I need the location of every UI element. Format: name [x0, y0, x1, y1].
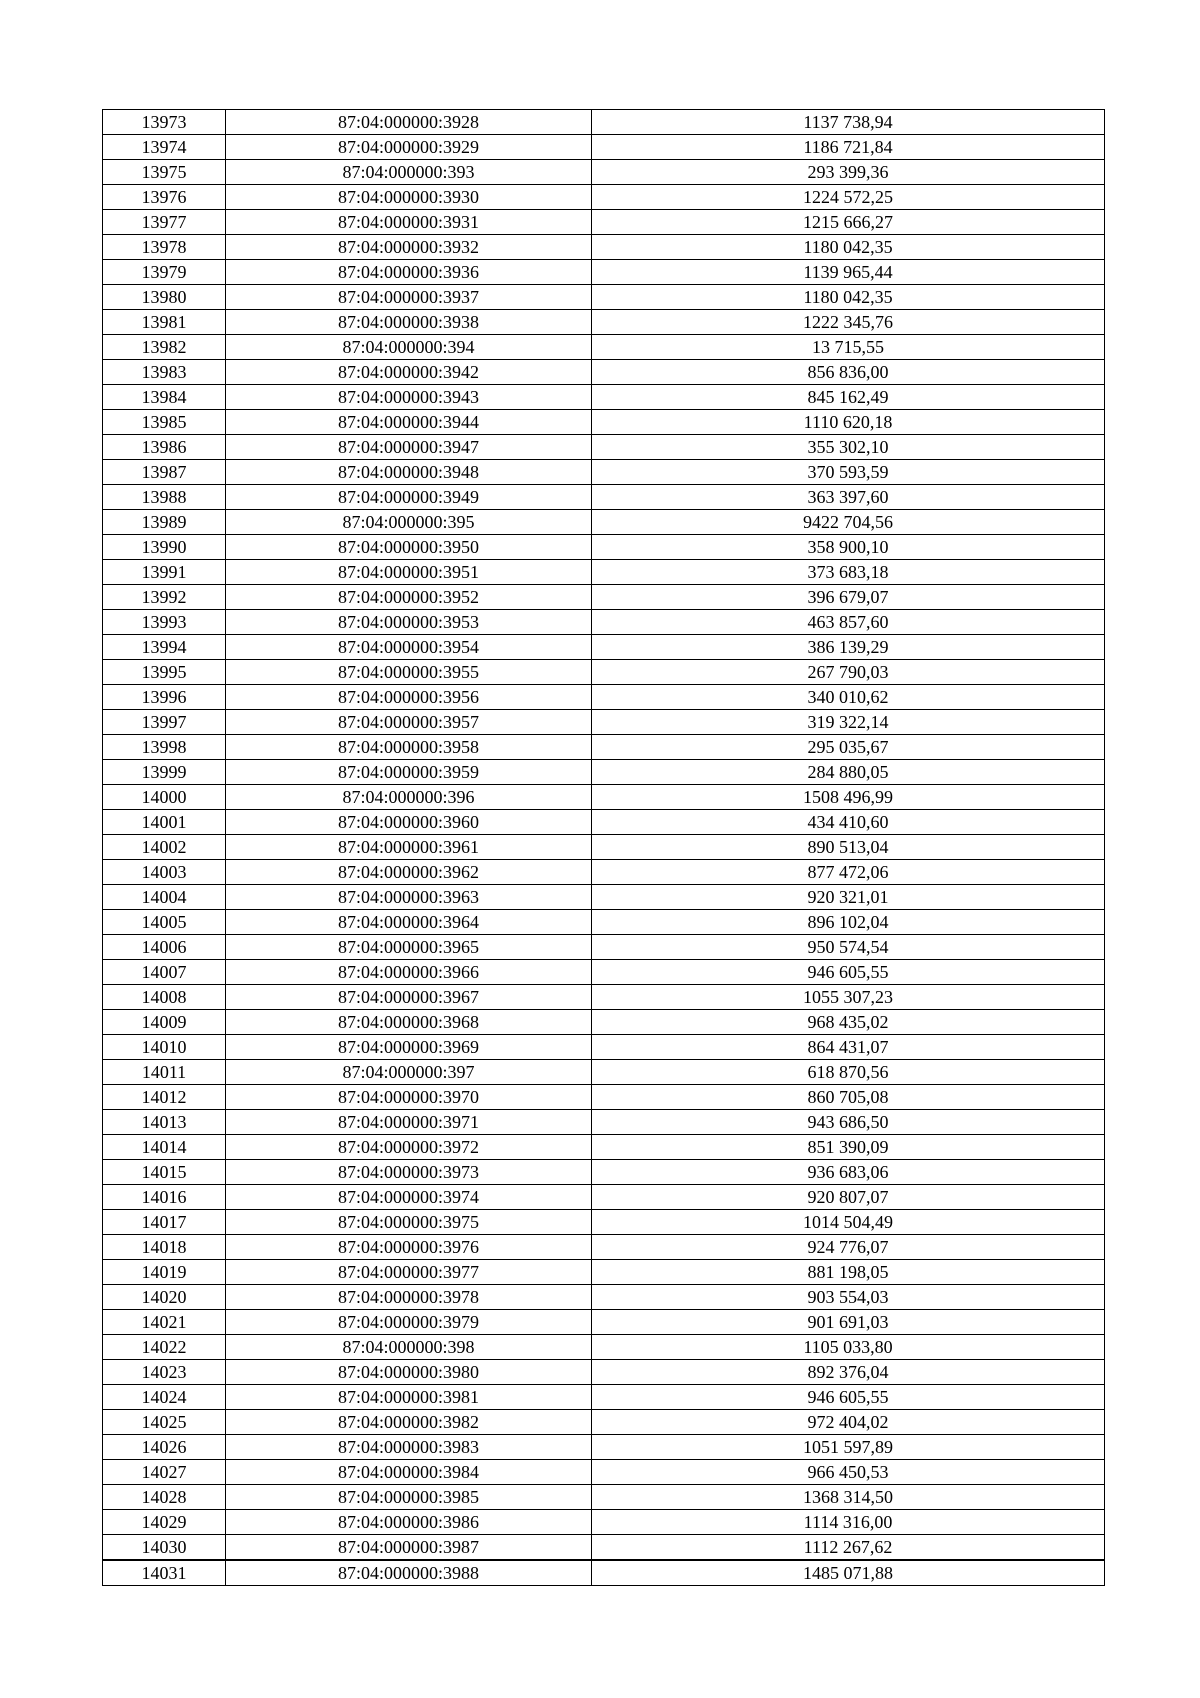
cadastral-value-cell: 966 450,53 [592, 1460, 1105, 1485]
row-number-cell: 14020 [103, 1285, 226, 1310]
cadastral-number-cell: 87:04:000000:3954 [226, 635, 592, 660]
row-number-cell: 14026 [103, 1435, 226, 1460]
cadastral-number-cell: 87:04:000000:3956 [226, 685, 592, 710]
row-number-cell: 13992 [103, 585, 226, 610]
cadastral-value-cell: 1137 738,94 [592, 110, 1105, 135]
table-row [103, 1010, 1105, 1035]
cadastral-number-cell: 87:04:000000:3967 [226, 985, 592, 1010]
cadastral-value-cell: 363 397,60 [592, 485, 1105, 510]
table-row [103, 285, 1105, 310]
cadastral-number-cell: 87:04:000000:3942 [226, 360, 592, 385]
cadastral-number-cell: 87:04:000000:3968 [226, 1010, 592, 1035]
cadastral-number-cell: 87:04:000000:3974 [226, 1185, 592, 1210]
cadastral-number-cell: 87:04:000000:3981 [226, 1385, 592, 1410]
row-number-cell: 14016 [103, 1185, 226, 1210]
table-row [103, 610, 1105, 635]
cadastral-number-cell: 87:04:000000:3951 [226, 560, 592, 585]
cadastral-number-cell: 87:04:000000:3944 [226, 410, 592, 435]
table-row [103, 1535, 1105, 1561]
table-row [103, 1560, 1105, 1586]
cadastral-number-cell: 87:04:000000:3932 [226, 235, 592, 260]
row-number-cell: 14006 [103, 935, 226, 960]
cadastral-number-cell: 87:04:000000:3947 [226, 435, 592, 460]
table-row [103, 410, 1105, 435]
cadastral-number-cell: 87:04:000000:3973 [226, 1160, 592, 1185]
cadastral-number-cell: 87:04:000000:3986 [226, 1510, 592, 1535]
row-number-cell: 14017 [103, 1210, 226, 1235]
table-body [103, 110, 1105, 1586]
cadastral-value-cell: 293 399,36 [592, 160, 1105, 185]
table-row [103, 760, 1105, 785]
cadastral-value-cell: 1055 307,23 [592, 985, 1105, 1010]
cadastral-number-cell: 87:04:000000:3949 [226, 485, 592, 510]
table-row [103, 1110, 1105, 1135]
cadastral-number-cell: 87:04:000000:3980 [226, 1360, 592, 1385]
cadastral-number-cell: 87:04:000000:3961 [226, 835, 592, 860]
table-row [103, 1310, 1105, 1335]
row-number-cell: 13978 [103, 235, 226, 260]
row-number-cell: 14014 [103, 1135, 226, 1160]
row-number-cell: 14025 [103, 1410, 226, 1435]
cadastral-value-cell: 920 807,07 [592, 1185, 1105, 1210]
cadastral-value-cell: 890 513,04 [592, 835, 1105, 860]
cadastral-value-cell: 1186 721,84 [592, 135, 1105, 160]
row-number-cell: 13987 [103, 460, 226, 485]
cadastral-value-cell: 370 593,59 [592, 460, 1105, 485]
row-number-cell: 13988 [103, 485, 226, 510]
table-row [103, 485, 1105, 510]
table-row [103, 885, 1105, 910]
cadastral-number-cell: 87:04:000000:3982 [226, 1410, 592, 1435]
table-row [103, 1335, 1105, 1360]
cadastral-number-cell: 87:04:000000:396 [226, 785, 592, 810]
cadastral-value-cell: 924 776,07 [592, 1235, 1105, 1260]
row-number-cell: 13991 [103, 560, 226, 585]
row-number-cell: 13995 [103, 660, 226, 685]
row-number-cell: 14001 [103, 810, 226, 835]
table-row [103, 1060, 1105, 1085]
table-row [103, 910, 1105, 935]
cadastral-value-cell: 358 900,10 [592, 535, 1105, 560]
cadastral-value-cell: 13 715,55 [592, 335, 1105, 360]
row-number-cell: 14021 [103, 1310, 226, 1335]
table-row [103, 385, 1105, 410]
table-row [103, 1385, 1105, 1410]
row-number-cell: 14009 [103, 1010, 226, 1035]
table-row [103, 585, 1105, 610]
table-row [103, 960, 1105, 985]
table-row [103, 935, 1105, 960]
row-number-cell: 13982 [103, 335, 226, 360]
cadastral-value-cell: 1508 496,99 [592, 785, 1105, 810]
table-row [103, 335, 1105, 360]
cadastral-value-cell: 877 472,06 [592, 860, 1105, 885]
table-row [103, 460, 1105, 485]
table-row [103, 1360, 1105, 1385]
cadastral-number-cell: 87:04:000000:3966 [226, 960, 592, 985]
cadastral-value-cell: 1180 042,35 [592, 285, 1105, 310]
cadastral-value-cell: 856 836,00 [592, 360, 1105, 385]
row-number-cell: 14024 [103, 1385, 226, 1410]
table-row [103, 785, 1105, 810]
row-number-cell: 13983 [103, 360, 226, 385]
cadastral-value-cell: 1485 071,88 [592, 1560, 1105, 1586]
row-number-cell: 14005 [103, 910, 226, 935]
cadastral-number-cell: 87:04:000000:3975 [226, 1210, 592, 1235]
cadastral-value-cell: 9422 704,56 [592, 510, 1105, 535]
table-row [103, 1210, 1105, 1235]
cadastral-value-cell: 1112 267,62 [592, 1535, 1105, 1561]
cadastral-number-cell: 87:04:000000:393 [226, 160, 592, 185]
row-number-cell: 13989 [103, 510, 226, 535]
cadastral-value-cell: 845 162,49 [592, 385, 1105, 410]
row-number-cell: 14031 [103, 1560, 226, 1586]
cadastral-number-cell: 87:04:000000:3958 [226, 735, 592, 760]
table-row [103, 1285, 1105, 1310]
table-row [103, 310, 1105, 335]
cadastral-value-cell: 267 790,03 [592, 660, 1105, 685]
cadastral-value-cell: 968 435,02 [592, 1010, 1105, 1035]
table-row [103, 1035, 1105, 1060]
cadastral-number-cell: 87:04:000000:3983 [226, 1435, 592, 1460]
cadastral-number-cell: 87:04:000000:3977 [226, 1260, 592, 1285]
cadastral-number-cell: 87:04:000000:3964 [226, 910, 592, 935]
row-number-cell: 14002 [103, 835, 226, 860]
cadastral-number-cell: 87:04:000000:3976 [226, 1235, 592, 1260]
cadastral-value-cell: 901 691,03 [592, 1310, 1105, 1335]
table-row [103, 1410, 1105, 1435]
row-number-cell: 14012 [103, 1085, 226, 1110]
cadastral-value-cell: 892 376,04 [592, 1360, 1105, 1385]
table-row [103, 1160, 1105, 1185]
row-number-cell: 13996 [103, 685, 226, 710]
row-number-cell: 14011 [103, 1060, 226, 1085]
cadastral-number-cell: 87:04:000000:3931 [226, 210, 592, 235]
row-number-cell: 14003 [103, 860, 226, 885]
cadastral-value-cell: 943 686,50 [592, 1110, 1105, 1135]
row-number-cell: 13993 [103, 610, 226, 635]
table-row [103, 1135, 1105, 1160]
row-number-cell: 14027 [103, 1460, 226, 1485]
cadastral-value-cell: 946 605,55 [592, 960, 1105, 985]
cadastral-value-cell: 355 302,10 [592, 435, 1105, 460]
row-number-cell: 13998 [103, 735, 226, 760]
row-number-cell: 13977 [103, 210, 226, 235]
cadastral-value-cell: 920 321,01 [592, 885, 1105, 910]
cadastral-number-cell: 87:04:000000:397 [226, 1060, 592, 1085]
table-row [103, 535, 1105, 560]
cadastral-value-cell: 946 605,55 [592, 1385, 1105, 1410]
row-number-cell: 13990 [103, 535, 226, 560]
row-number-cell: 13994 [103, 635, 226, 660]
cadastral-value-cell: 1224 572,25 [592, 185, 1105, 210]
table-row [103, 160, 1105, 185]
row-number-cell: 13974 [103, 135, 226, 160]
row-number-cell: 13986 [103, 435, 226, 460]
cadastral-number-cell: 87:04:000000:3965 [226, 935, 592, 960]
cadastral-value-cell: 1110 620,18 [592, 410, 1105, 435]
cadastral-value-cell: 1180 042,35 [592, 235, 1105, 260]
table-row [103, 710, 1105, 735]
row-number-cell: 14004 [103, 885, 226, 910]
cadastral-number-cell: 87:04:000000:3953 [226, 610, 592, 635]
cadastral-number-cell: 87:04:000000:3955 [226, 660, 592, 685]
row-number-cell: 13980 [103, 285, 226, 310]
row-number-cell: 13973 [103, 110, 226, 135]
cadastral-number-cell: 87:04:000000:3988 [226, 1560, 592, 1586]
row-number-cell: 13976 [103, 185, 226, 210]
cadastral-number-cell: 87:04:000000:3937 [226, 285, 592, 310]
cadastral-number-cell: 87:04:000000:3948 [226, 460, 592, 485]
cadastral-value-cell: 1222 345,76 [592, 310, 1105, 335]
cadastral-value-cell: 936 683,06 [592, 1160, 1105, 1185]
cadastral-value-cell: 434 410,60 [592, 810, 1105, 835]
cadastral-value-cell: 373 683,18 [592, 560, 1105, 585]
row-number-cell: 14029 [103, 1510, 226, 1535]
cadastral-value-cell: 396 679,07 [592, 585, 1105, 610]
table-row [103, 1460, 1105, 1485]
cadastral-number-cell: 87:04:000000:3936 [226, 260, 592, 285]
row-number-cell: 13999 [103, 760, 226, 785]
cadastral-number-cell: 87:04:000000:3959 [226, 760, 592, 785]
table-row [103, 1085, 1105, 1110]
row-number-cell: 13981 [103, 310, 226, 335]
row-number-cell: 14007 [103, 960, 226, 985]
row-number-cell: 14013 [103, 1110, 226, 1135]
cadastral-number-cell: 87:04:000000:3963 [226, 885, 592, 910]
row-number-cell: 14022 [103, 1335, 226, 1360]
table-row [103, 185, 1105, 210]
row-number-cell: 14008 [103, 985, 226, 1010]
cadastral-number-cell: 87:04:000000:3970 [226, 1085, 592, 1110]
row-number-cell: 14015 [103, 1160, 226, 1185]
table-row [103, 1260, 1105, 1285]
cadastral-number-cell: 87:04:000000:3984 [226, 1460, 592, 1485]
cadastral-value-cell: 319 322,14 [592, 710, 1105, 735]
row-number-cell: 14000 [103, 785, 226, 810]
row-number-cell: 13997 [103, 710, 226, 735]
cadastral-number-cell: 87:04:000000:3938 [226, 310, 592, 335]
row-number-cell: 14019 [103, 1260, 226, 1285]
cadastral-number-cell: 87:04:000000:3950 [226, 535, 592, 560]
cadastral-value-cell: 972 404,02 [592, 1410, 1105, 1435]
cadastral-number-cell: 87:04:000000:3987 [226, 1535, 592, 1561]
cadastral-number-cell: 87:04:000000:3960 [226, 810, 592, 835]
cadastral-number-cell: 87:04:000000:3978 [226, 1285, 592, 1310]
cadastral-number-cell: 87:04:000000:3928 [226, 110, 592, 135]
cadastral-number-cell: 87:04:000000:395 [226, 510, 592, 535]
row-number-cell: 14028 [103, 1485, 226, 1510]
table-row [103, 560, 1105, 585]
table-row [103, 235, 1105, 260]
cadastral-value-cell: 295 035,67 [592, 735, 1105, 760]
row-number-cell: 13985 [103, 410, 226, 435]
cadastral-value-cell: 950 574,54 [592, 935, 1105, 960]
table-row [103, 110, 1105, 135]
table-row [103, 810, 1105, 835]
table-row [103, 360, 1105, 385]
table-row [103, 985, 1105, 1010]
cadastral-number-cell: 87:04:000000:3957 [226, 710, 592, 735]
row-number-cell: 14030 [103, 1535, 226, 1561]
table-row [103, 510, 1105, 535]
cadastral-value-cell: 340 010,62 [592, 685, 1105, 710]
cadastral-value-cell: 284 880,05 [592, 760, 1105, 785]
table-row [103, 1435, 1105, 1460]
table-row [103, 735, 1105, 760]
cadastral-number-cell: 87:04:000000:3962 [226, 860, 592, 885]
cadastral-value-cell: 1139 965,44 [592, 260, 1105, 285]
table-row [103, 660, 1105, 685]
cadastral-value-cell: 1368 314,50 [592, 1485, 1105, 1510]
cadastral-number-cell: 87:04:000000:3943 [226, 385, 592, 410]
cadastral-number-cell: 87:04:000000:3985 [226, 1485, 592, 1510]
cadastral-value-table [102, 109, 1105, 1586]
table-row [103, 435, 1105, 460]
cadastral-value-cell: 1051 597,89 [592, 1435, 1105, 1460]
cadastral-value-cell: 1114 316,00 [592, 1510, 1105, 1535]
cadastral-number-cell: 87:04:000000:3929 [226, 135, 592, 160]
table-row [103, 210, 1105, 235]
table-row [103, 1185, 1105, 1210]
row-number-cell: 13984 [103, 385, 226, 410]
cadastral-number-cell: 87:04:000000:398 [226, 1335, 592, 1360]
cadastral-number-cell: 87:04:000000:3979 [226, 1310, 592, 1335]
row-number-cell: 13979 [103, 260, 226, 285]
row-number-cell: 14023 [103, 1360, 226, 1385]
cadastral-number-cell: 87:04:000000:3972 [226, 1135, 592, 1160]
cadastral-value-cell: 618 870,56 [592, 1060, 1105, 1085]
table-row [103, 685, 1105, 710]
cadastral-value-cell: 896 102,04 [592, 910, 1105, 935]
cadastral-value-cell: 386 139,29 [592, 635, 1105, 660]
table-row [103, 860, 1105, 885]
table-row [103, 1510, 1105, 1535]
cadastral-number-cell: 87:04:000000:3971 [226, 1110, 592, 1135]
row-number-cell: 14010 [103, 1035, 226, 1060]
cadastral-number-cell: 87:04:000000:3930 [226, 185, 592, 210]
cadastral-value-cell: 860 705,08 [592, 1085, 1105, 1110]
cadastral-value-cell: 903 554,03 [592, 1285, 1105, 1310]
cadastral-value-cell: 864 431,07 [592, 1035, 1105, 1060]
row-number-cell: 14018 [103, 1235, 226, 1260]
table-row [103, 1235, 1105, 1260]
cadastral-value-cell: 1105 033,80 [592, 1335, 1105, 1360]
cadastral-value-cell: 1014 504,49 [592, 1210, 1105, 1235]
cadastral-number-cell: 87:04:000000:394 [226, 335, 592, 360]
cadastral-value-cell: 881 198,05 [592, 1260, 1105, 1285]
table-row [103, 635, 1105, 660]
table-row [103, 835, 1105, 860]
cadastral-value-cell: 463 857,60 [592, 610, 1105, 635]
cadastral-value-cell: 851 390,09 [592, 1135, 1105, 1160]
table-row [103, 260, 1105, 285]
table-row [103, 1485, 1105, 1510]
row-number-cell: 13975 [103, 160, 226, 185]
table-row [103, 135, 1105, 160]
cadastral-value-cell: 1215 666,27 [592, 210, 1105, 235]
cadastral-number-cell: 87:04:000000:3952 [226, 585, 592, 610]
cadastral-number-cell: 87:04:000000:3969 [226, 1035, 592, 1060]
